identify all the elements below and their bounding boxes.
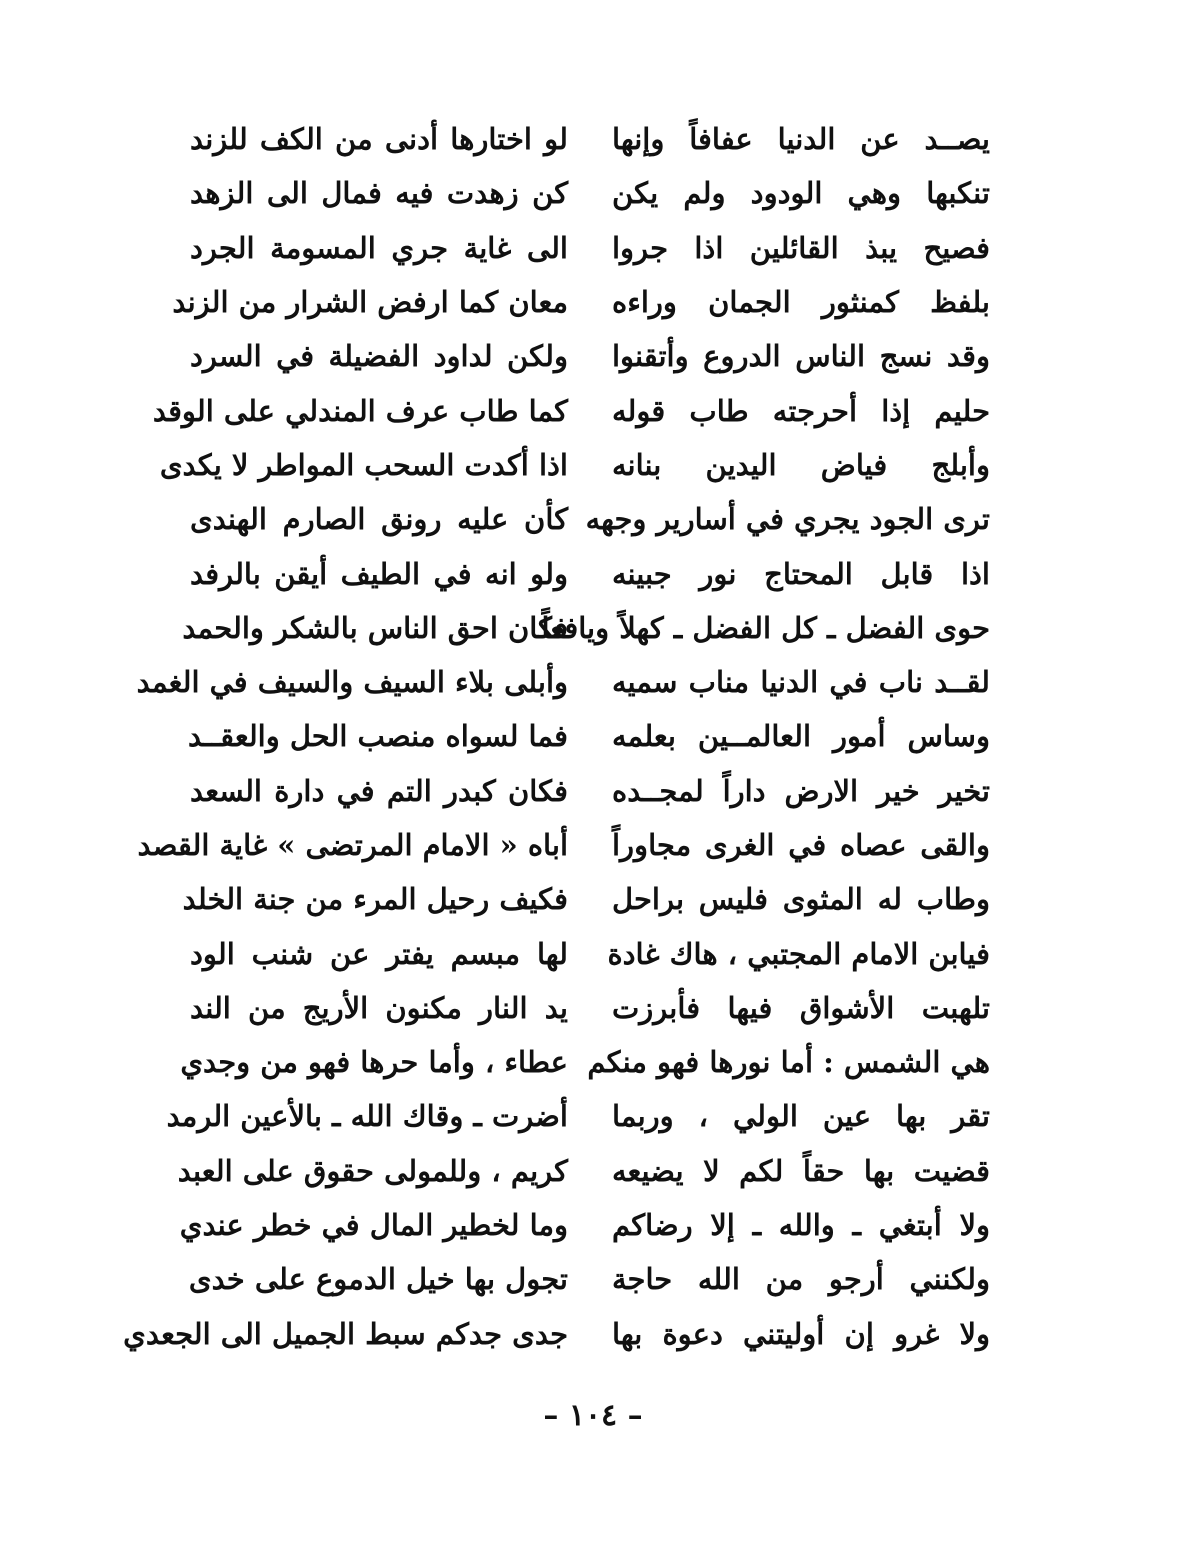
second-hemistich: فكان احق الناس بالشكر والحمد [182,610,568,645]
second-hemistich: وأبلى بلاء السيف والسيف في الغمد [136,665,568,700]
first-hemistich: حليم إذا أحرجته طاب قوله [612,393,990,428]
verse-line [190,221,990,275]
verse-line [190,166,990,220]
second-hemistich: تجول بها خيل الدموع على خدى [188,1262,568,1297]
second-hemistich: اذا أكدت السحب المواطر لا يكدى [159,447,568,482]
second-hemistich: وما لخطير المال في خطر عندي [179,1208,568,1243]
verse-line [180,1035,990,1089]
second-hemistich: كريم ، وللمولى حقوق على العبد [177,1153,568,1188]
verse-line [136,655,990,709]
first-hemistich: تقر بها عين الولي ، وربما [612,1099,990,1134]
second-hemistich: فكان كبدر التم في دارة السعد [190,773,568,808]
second-hemistich: لو اختارها أدنى من الكف للزند [190,122,568,157]
verse-line [190,329,990,383]
verse-line [187,709,990,763]
second-hemistich: ولو انه في الطيف أيقن بالرفد [190,556,568,591]
verse-line [190,926,990,980]
second-hemistich: يد النار مكنون الأريج من الند [190,990,568,1025]
second-hemistich: كن زهدت فيه فمال الى الزهد [190,176,568,211]
poem-body [123,112,990,1361]
first-hemistich: فيابن الامام المجتبي ، هاك غادة [607,936,990,971]
first-hemistich: هي الشمس : أما نورها فهو منكم [587,1045,990,1080]
second-hemistich: عطاء ، وأما حرها فهو من وجدي [180,1045,568,1080]
second-hemistich: جدى جدكم سبط الجميل الى الجعدي [123,1316,568,1351]
first-hemistich: قضيت بها حقاً لكم لا يضيعه [612,1153,990,1188]
first-hemistich: ترى الجود يجري في أسارير وجهه [585,502,990,537]
verse-line [190,112,990,166]
second-hemistich: ولكن لداود الفضيلة في السرد [190,339,568,374]
second-hemistich: أضرت ـ وقاك الله ـ بالأعين الرمد [166,1099,568,1134]
verse-line [190,981,990,1035]
first-hemistich: ولا أبتغي ـ والله ـ إلا رضاكم [612,1208,990,1243]
first-hemistich: اذا قابل المحتاج نور جبينه [612,556,990,591]
second-hemistich: كما طاب عرف المندلي على الوقد [152,393,568,428]
second-hemistich: كأن عليه رونق الصارم الهندى [190,502,568,537]
verse-line [182,601,990,655]
verse-line [159,438,990,492]
page-number: – ١٠٤ – [543,1398,643,1433]
first-hemistich: تنكبها وهي الودود ولم يكن [612,176,990,211]
first-hemistich: فصيح يبذ القائلين اذا جروا [612,230,990,265]
second-hemistich: فما لسواه منصب الحل والعقــد [187,719,568,754]
verse-line [179,1198,990,1252]
verse-line [190,764,990,818]
verse-line [123,1307,990,1361]
first-hemistich: لقــد ناب في الدنيا مناب سميه [612,665,990,700]
first-hemistich: ولا غرو إن أوليتني دعوة بها [612,1316,990,1351]
second-hemistich: لها مبسم يفتر عن شنب الود [190,936,568,971]
verse-line [182,872,990,926]
first-hemistich: والقى عصاه في الغرى مجاوراً [612,828,990,862]
verse-line [190,546,990,600]
second-hemistich: أباه « الامام المرتضى » غاية القصد [137,828,568,862]
second-hemistich: معان كما ارفض الشرار من الزند [172,285,568,320]
first-hemistich: بلفظ كمنثور الجمان وراءه [612,285,990,320]
verse-line [137,818,990,872]
verse-line [172,275,990,329]
verse-line [177,1144,990,1198]
first-hemistich: وساس أمور العالمــين بعلمه [612,719,990,754]
first-hemistich: وأبلج فياض اليدين بنانه [612,447,990,482]
first-hemistich: تخير خير الارض داراً لمجــده [612,773,990,808]
first-hemistich: ولكنني أرجو من الله حاجة [612,1262,990,1297]
second-hemistich: فكيف رحيل المرء من جنة الخلد [182,882,568,917]
verse-line [152,383,990,437]
second-hemistich: الى غاية جري المسومة الجرد [190,230,568,265]
first-hemistich: وطاب له المثوى فليس براحل [612,882,990,917]
verse-line [190,492,990,546]
first-hemistich: تلهبت الأشواق فيها فأبرزت [612,990,990,1025]
verse-line [190,1252,990,1306]
first-hemistich: وقد نسج الناس الدروع وأتقنوا [612,339,990,374]
first-hemistich: حوى الفضل ـ كل الفضل ـ كهلاً ويافعاً [541,610,990,645]
verse-line [166,1089,990,1143]
first-hemistich: يصــد عن الدنيا عفافاً وإنها [612,122,990,157]
